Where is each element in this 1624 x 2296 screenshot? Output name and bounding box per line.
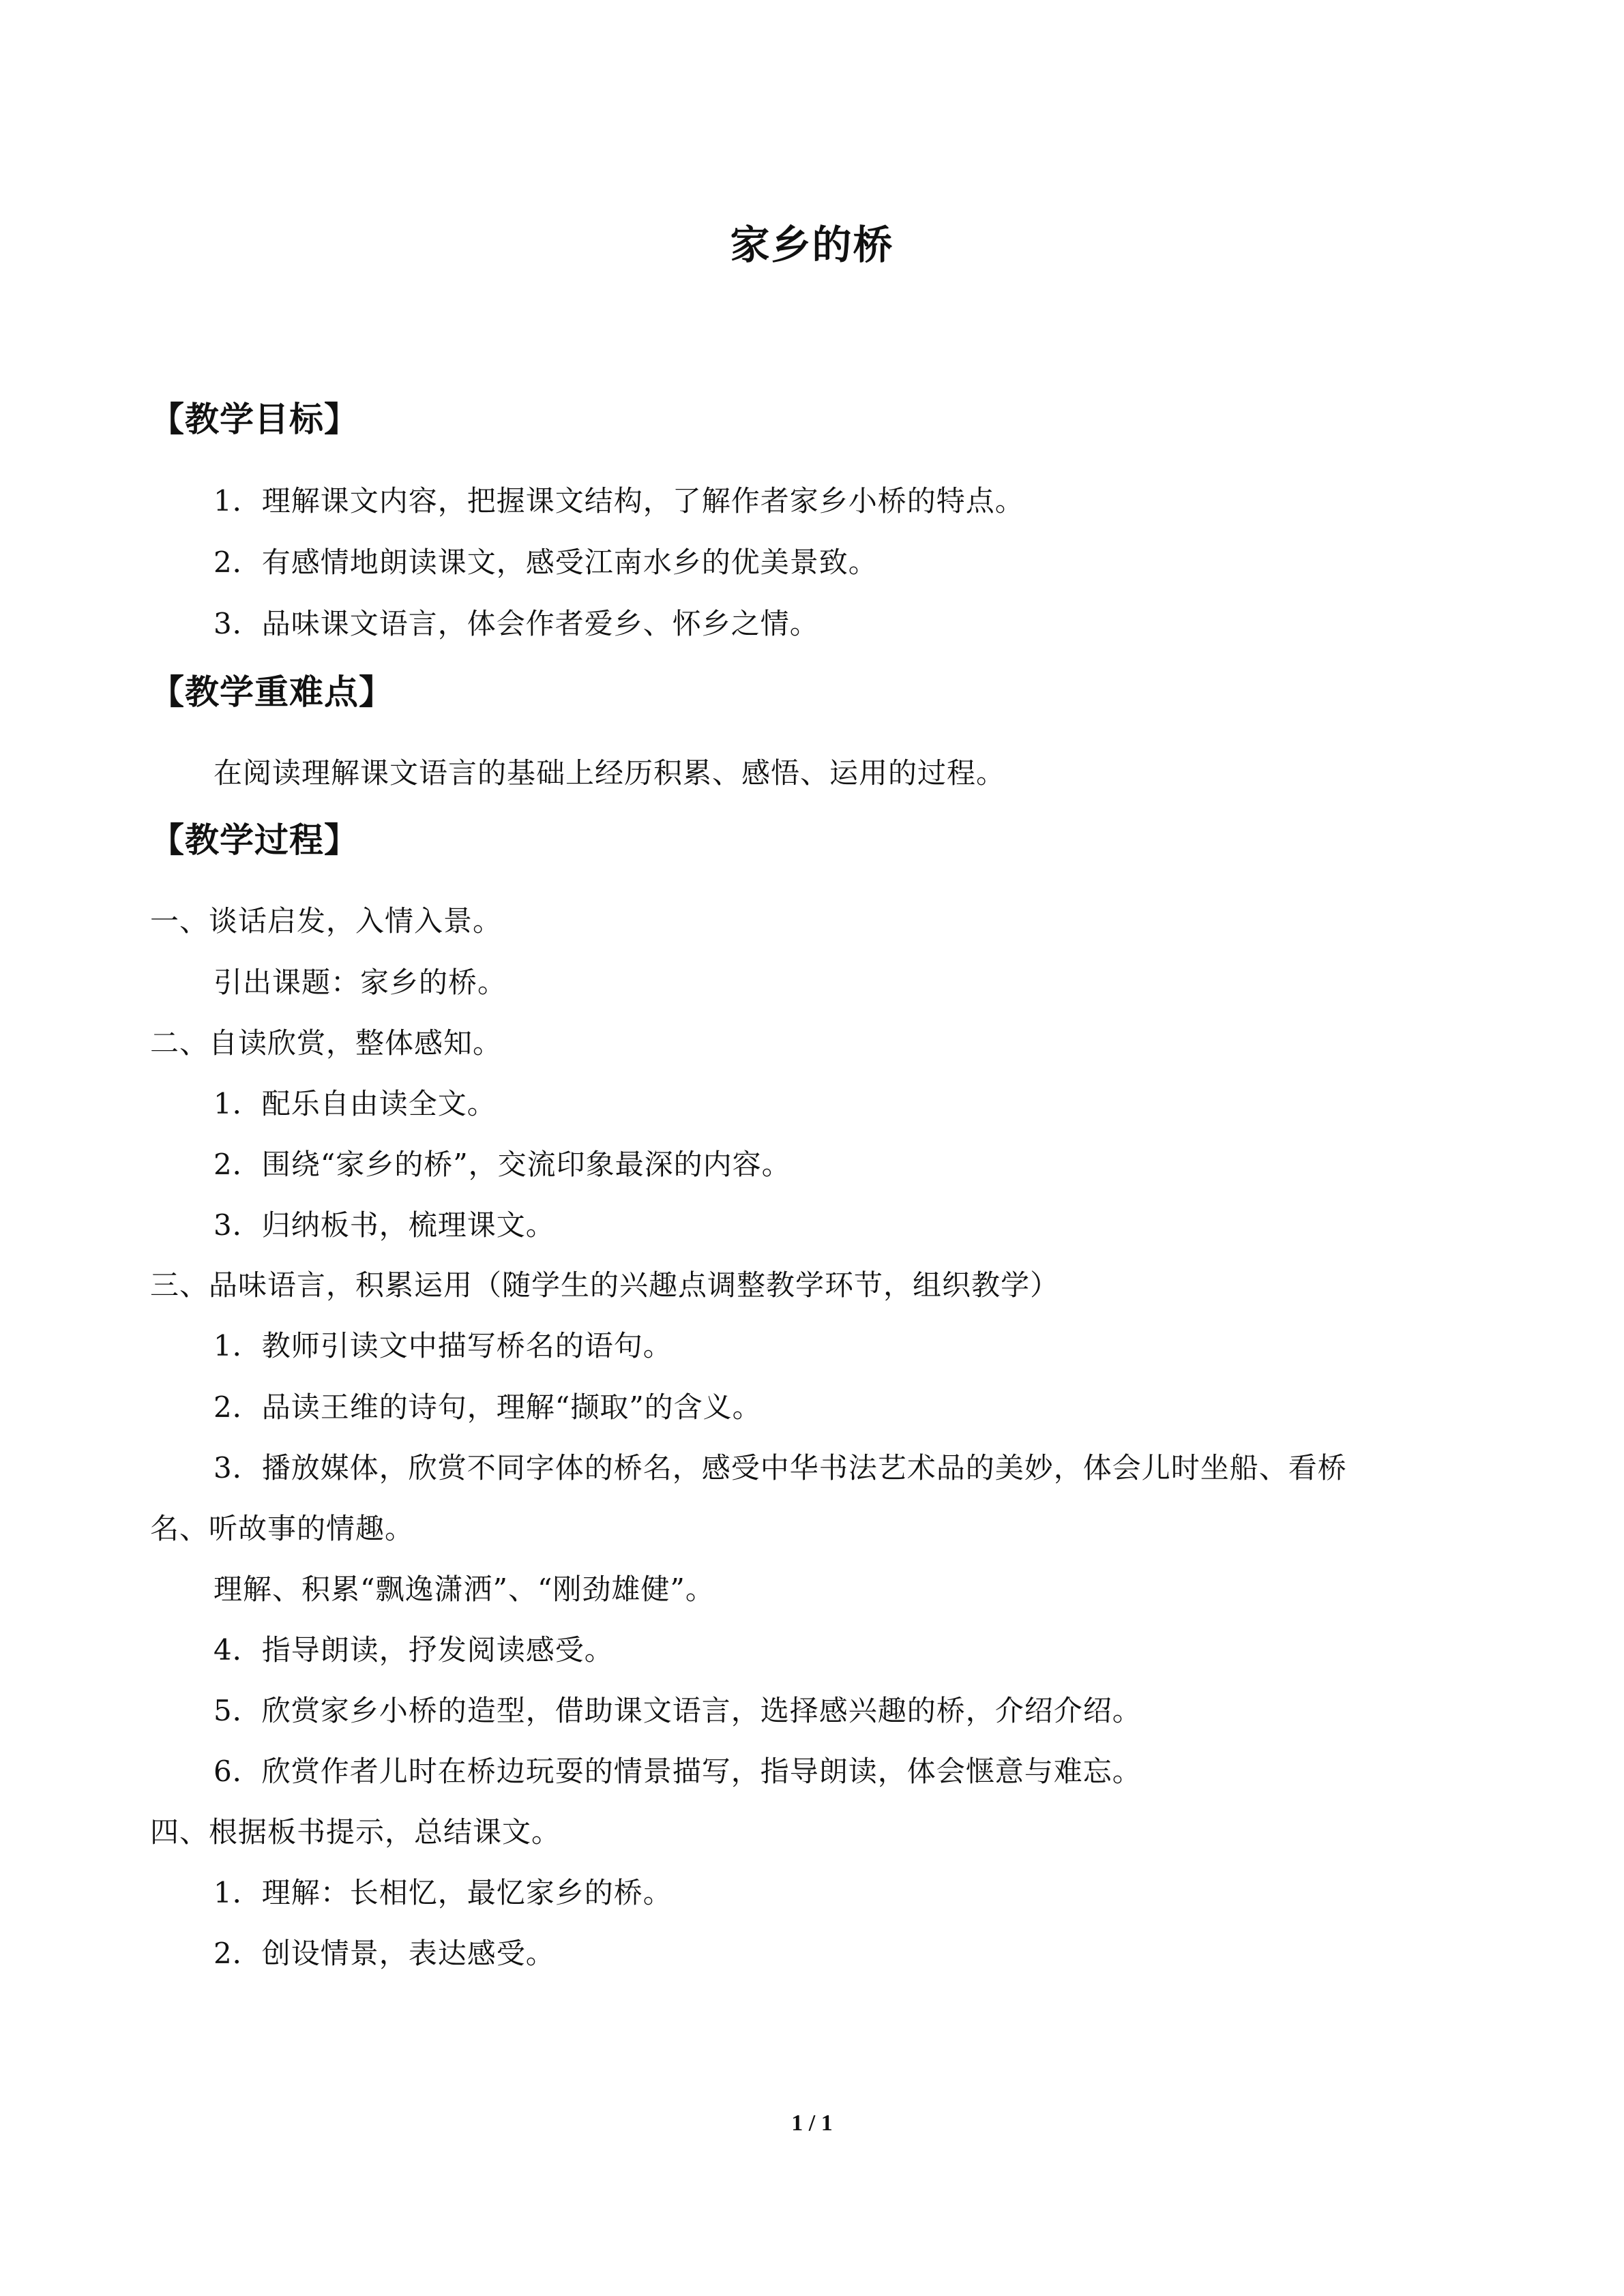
- process-step-4: 四、根据板书提示，总结课文。: [150, 1815, 561, 1849]
- process-line: 理解、积累“飘逸潇洒”、“刚劲雄健”。: [213, 1572, 715, 1606]
- document-title: 家乡的桥: [730, 222, 894, 268]
- process-step-1: 一、谈话启发，入情入景。: [150, 904, 503, 938]
- process-step-2: 二、自读欣赏，整体感知。: [150, 1026, 503, 1060]
- page-number: 1 / 1: [791, 2111, 833, 2136]
- process-line: 3．播放媒体，欣赏不同字体的桥名，感受中华书法艺术品的美妙，体会儿时坐船、看桥: [213, 1451, 1347, 1485]
- heading-teaching-goals: 【教学目标】: [150, 400, 359, 439]
- process-line: 1．教师引读文中描写桥名的语句。: [213, 1329, 673, 1362]
- goal-item-3: 3．品味课文语言，体会作者爱乡、怀乡之情。: [213, 607, 819, 640]
- process-line: 1．理解：长相忆，最忆家乡的桥。: [213, 1876, 673, 1909]
- process-line: 2．品读王维的诗句，理解“撷取”的含义。: [213, 1390, 762, 1424]
- goal-item-2: 2．有感情地朗读课文，感受江南水乡的优美景致。: [213, 546, 878, 579]
- heading-key-difficulties: 【教学重难点】: [150, 672, 394, 712]
- focus-text: 在阅读理解课文语言的基础上经历积累、感悟、运用的过程。: [213, 756, 1006, 790]
- process-line: 2．创设情景，表达感受。: [213, 1937, 555, 1970]
- process-line: 4．指导朗读，抒发阅读感受。: [213, 1633, 614, 1667]
- heading-teaching-process: 【教学过程】: [150, 820, 359, 860]
- process-line: 6．欣赏作者儿时在桥边玩耍的情景描写，指导朗读，体会惬意与难忘。: [213, 1755, 1142, 1788]
- process-line: 名、听故事的情趣。: [150, 1512, 415, 1545]
- process-line: 1．配乐自由读全文。: [213, 1087, 497, 1120]
- process-step-3: 三、品味语言，积累运用（随学生的兴趣点调整教学环节，组织教学）: [150, 1268, 1060, 1302]
- goal-item-1: 1．理解课文内容，把握课文结构，了解作者家乡小桥的特点。: [213, 484, 1024, 518]
- process-line: 2．围绕“家乡的桥”，交流印象最深的内容。: [213, 1148, 791, 1181]
- process-line: 5．欣赏家乡小桥的造型，借助课文语言，选择感兴趣的桥，介绍介绍。: [213, 1694, 1142, 1727]
- process-line: 3．归纳板书，梳理课文。: [213, 1208, 555, 1242]
- process-line: 引出课题：家乡的桥。: [213, 966, 507, 999]
